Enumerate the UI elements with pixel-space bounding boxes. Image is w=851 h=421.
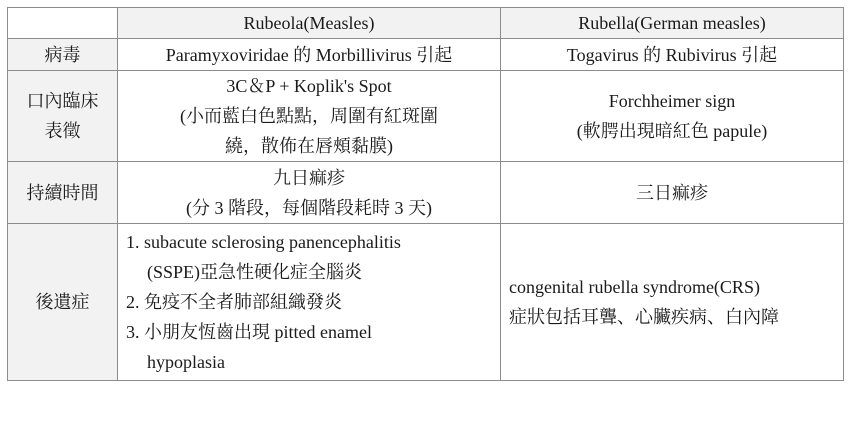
cell-text: (軟腭出現暗紅色 papule): [576, 121, 768, 141]
list-item: 3. 小朋友恆齒出現 pitted enamel: [126, 322, 372, 342]
list-item-continuation: (SSPE)亞急性硬化症全腦炎: [147, 262, 363, 282]
table-row-virus: [8, 39, 844, 71]
comparison-table-wrapper: [7, 7, 844, 381]
header-row: [8, 8, 844, 39]
row-label-text: 口內臨床: [26, 91, 99, 111]
row-label-virus: [8, 39, 118, 71]
table-row-duration: [8, 162, 844, 224]
header-rubeola: Rubeola(Measles): [118, 8, 501, 39]
cell-text: 九日痲疹: [273, 167, 345, 188]
cell-text: 繞，散佈在唇頰黏膜): [225, 136, 393, 156]
cell-rubeola-virus: [118, 39, 501, 71]
cell-text: (分 3 階段，每個階段耗時 3 天): [186, 197, 432, 218]
cell-text: Forchheimer sign: [608, 91, 736, 111]
measles-rubella-comparison-table: [7, 7, 844, 381]
cell-text: 3C＆P + Koplik's Spot: [226, 76, 392, 96]
list-item: 1. subacute sclerosing panencephalitis: [126, 232, 401, 252]
cell-rubeola-oral-signs: [118, 71, 501, 162]
table-row-sequelae: [8, 224, 844, 381]
cell-text: Togavirus 的 Rubivirus 引起: [566, 44, 778, 65]
cell-text: congenital rubella syndrome(CRS): [509, 277, 760, 297]
header-corner-cell: [8, 8, 118, 39]
row-label-text: 病毒: [44, 44, 81, 65]
cell-text: (小而藍白色點點，周圍有紅斑圍: [180, 106, 438, 126]
cell-text: 三日痲疹: [636, 182, 708, 203]
cell-text: Paramyxoviridae 的 Morbillivirus 引起: [165, 44, 453, 65]
row-label-text: 持續時間: [26, 182, 99, 203]
table-row-oral-signs: [8, 71, 844, 162]
row-label-oral-signs: [8, 71, 118, 162]
row-label-sequelae: [8, 224, 118, 381]
row-label-text: 後遺症: [35, 292, 90, 312]
cell-rubeola-sequelae: [118, 224, 501, 381]
list-item: 2. 免疫不全者肺部組織發炎: [126, 292, 342, 312]
cell-rubella-oral-signs: [501, 71, 844, 162]
row-label-duration: [8, 162, 118, 224]
header-rubella: Rubella(German measles): [501, 8, 844, 39]
cell-rubeola-duration: [118, 162, 501, 224]
row-label-text: 表徵: [44, 121, 81, 141]
cell-rubella-sequelae: [501, 224, 844, 381]
list-item-continuation: hypoplasia: [147, 352, 225, 372]
cell-rubella-virus: [501, 39, 844, 71]
cell-rubella-duration: [501, 162, 844, 224]
cell-text: 症狀包括耳聾、心臟疾病、白內障: [509, 307, 779, 327]
